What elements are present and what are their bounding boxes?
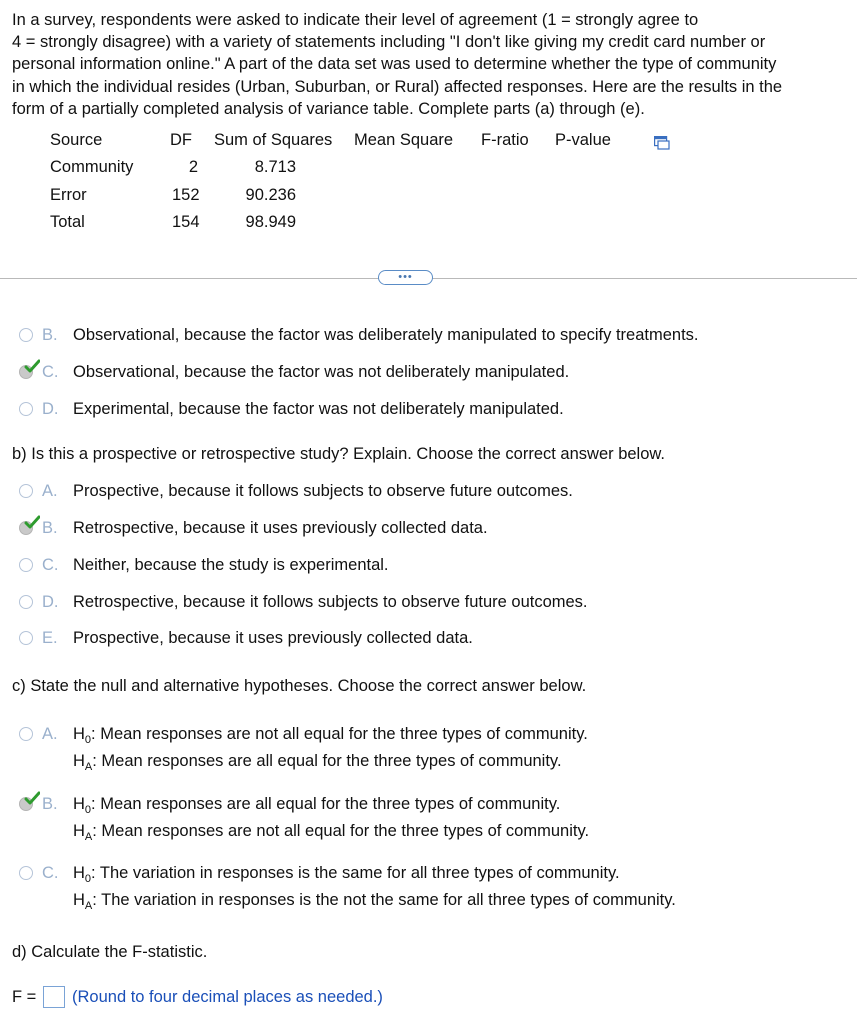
radio-button[interactable] (19, 631, 33, 645)
intro-line: 4 = strongly disagree) with a variety of statements including "I don't like giving my credit card number or (12, 33, 766, 52)
row-df: 154 (172, 213, 200, 231)
checkmark-icon (24, 515, 40, 529)
ha-text: : The variation in responses is the not the same for all three types of community. (92, 891, 676, 909)
problem-statement (12, 9, 848, 120)
h0-symbol: H (73, 725, 85, 743)
radio-button[interactable] (19, 727, 33, 741)
row-ss: 98.949 (245, 213, 296, 231)
intro-line: In a survey, respondents were asked to indicate their level of agreement (1 = strongly agree to (12, 11, 699, 29)
alternative-hypothesis (73, 890, 676, 916)
option-text: Observational, because the factor was deliberately manipulated to specify treatments. (73, 326, 699, 344)
checkmark-icon (24, 791, 40, 805)
ha-subscript: A (84, 761, 93, 773)
radio-button[interactable] (19, 484, 33, 498)
ha-symbol: H (73, 891, 85, 909)
copy-table-icon[interactable] (654, 136, 670, 150)
option-text: Experimental, because the factor was not deliberately manipulated. (73, 400, 564, 418)
header-df: DF (170, 131, 192, 149)
header-f-ratio: F-ratio (481, 131, 529, 149)
expand-more-button[interactable]: ••• (378, 270, 433, 285)
row-ss: 8.713 (254, 158, 296, 176)
option-letter: D. (42, 593, 59, 611)
intro-line: form of a partially completed analysis of variance table. Complete parts (a) through (e). (12, 99, 645, 118)
h0-text: : The variation in responses is the same for all three types of community. (91, 864, 620, 882)
option-text: Prospective, because it uses previously collected data. (73, 629, 473, 647)
option-letter: D. (42, 400, 59, 418)
row-df: 2 (188, 158, 198, 176)
radio-button[interactable] (19, 402, 33, 416)
option-letter: B. (42, 326, 58, 344)
row-ss: 90.236 (245, 186, 296, 204)
null-hypothesis (73, 794, 560, 820)
f-statistic-input[interactable] (43, 986, 65, 1008)
null-hypothesis (73, 863, 620, 889)
f-statistic-label: F = (12, 988, 37, 1006)
row-source: Community (50, 158, 134, 176)
h0-symbol: H (73, 795, 85, 813)
null-hypothesis (73, 724, 588, 750)
option-text: Neither, because the study is experimental. (73, 556, 389, 574)
h0-subscript: 0 (84, 873, 92, 885)
ha-subscript: A (84, 900, 93, 912)
option-letter: A. (42, 725, 58, 743)
header-sum-of-squares: Sum of Squares (214, 131, 333, 149)
h0-subscript: 0 (84, 734, 92, 746)
ha-subscript: A (84, 831, 93, 843)
alternative-hypothesis (73, 821, 589, 847)
intro-line: personal information online." A part of the data set was used to determine whether the type of community (12, 55, 777, 74)
option-letter: C. (42, 864, 59, 882)
option-letter: A. (42, 482, 58, 500)
ha-text: : Mean responses are all equal for the three types of community. (92, 752, 562, 770)
radio-button[interactable] (19, 595, 33, 609)
intro-line: in which the individual resides (Urban, Suburban, or Rural) affected responses. Here are the results in the (12, 77, 783, 96)
option-letter: C. (42, 363, 59, 381)
header-mean-square: Mean Square (354, 131, 454, 149)
h0-text: : Mean responses are all equal for the three types of community. (91, 795, 561, 813)
option-letter: C. (42, 556, 59, 574)
radio-button[interactable] (19, 328, 33, 342)
option-letter: B. (42, 795, 58, 813)
h0-subscript: 0 (84, 804, 92, 816)
option-text: Retrospective, because it follows subjects to observe future outcomes. (73, 593, 588, 611)
row-source: Total (50, 213, 85, 231)
ha-text: : Mean responses are not all equal for the three types of community. (92, 822, 590, 840)
option-letter: B. (42, 519, 58, 537)
ha-symbol: H (73, 822, 85, 840)
option-text: Prospective, because it follows subjects to observe future outcomes. (73, 482, 573, 500)
alternative-hypothesis (73, 751, 562, 777)
header-p-value: P-value (555, 131, 611, 149)
h0-text: : Mean responses are not all equal for the three types of community. (91, 725, 588, 743)
row-source: Error (50, 186, 87, 204)
option-letter: E. (42, 629, 58, 647)
h0-symbol: H (73, 864, 85, 882)
part-b-question: b) Is this a prospective or retrospective study? Explain. Choose the correct answer below. (12, 445, 665, 463)
ha-symbol: H (73, 752, 85, 770)
checkmark-icon (24, 359, 40, 373)
part-d-question: d) Calculate the F-statistic. (12, 943, 208, 961)
rounding-hint: (Round to four decimal places as needed.) (72, 988, 383, 1006)
radio-button[interactable] (19, 558, 33, 572)
option-text: Retrospective, because it uses previously collected data. (73, 519, 488, 537)
radio-button[interactable] (19, 866, 33, 880)
header-source: Source (50, 131, 103, 149)
option-text: Observational, because the factor was not deliberately manipulated. (73, 363, 570, 381)
part-c-question: c) State the null and alternative hypotheses. Choose the correct answer below. (12, 677, 587, 695)
row-df: 152 (172, 186, 200, 204)
